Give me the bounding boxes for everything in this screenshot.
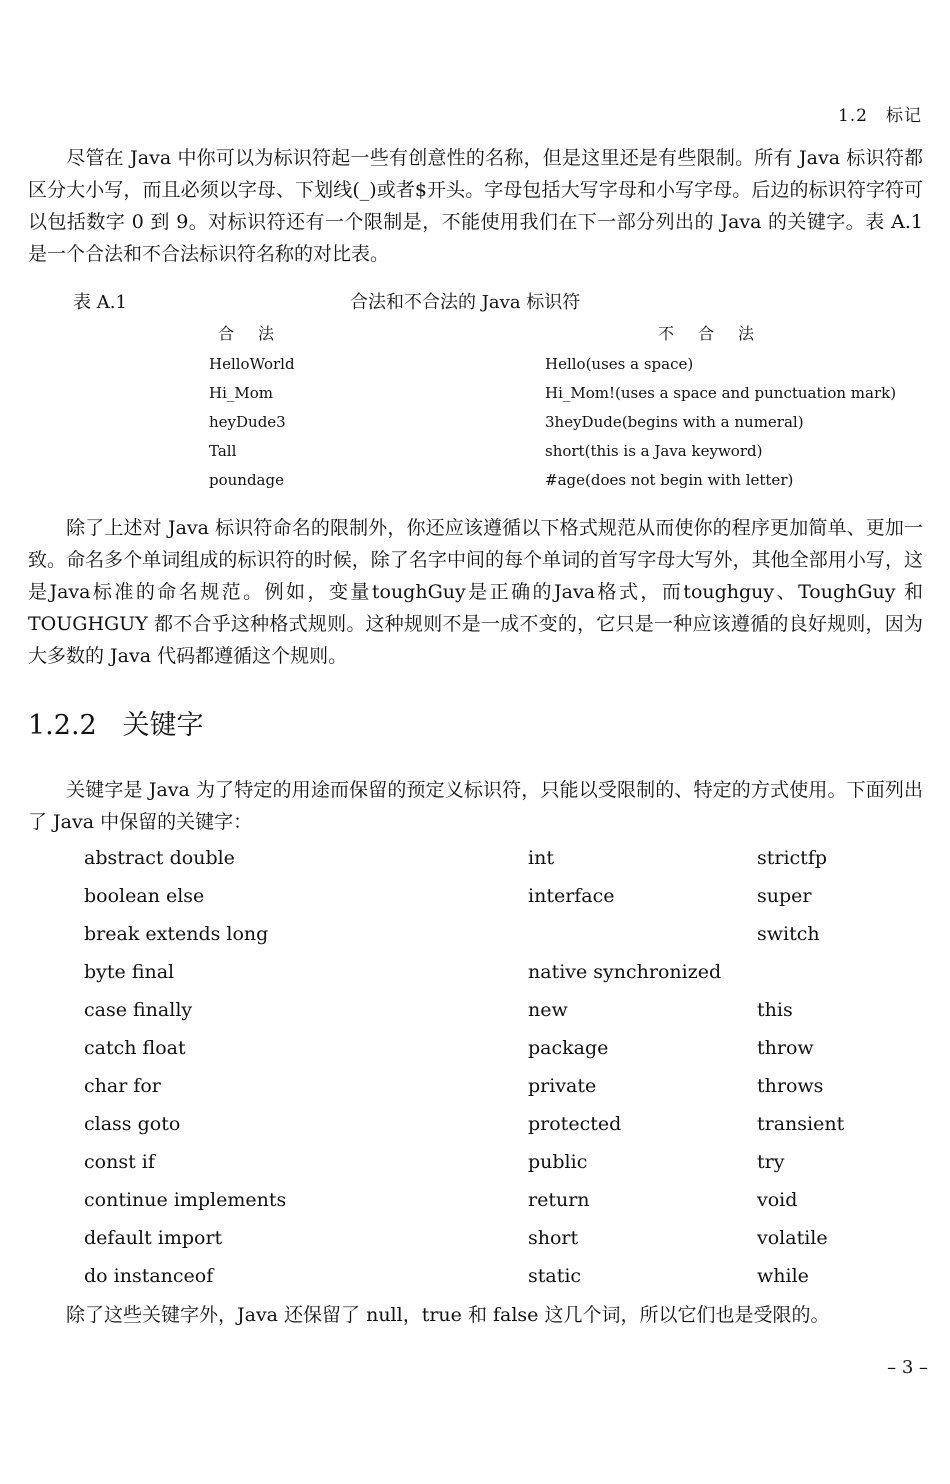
- keyword-col3: this: [757, 999, 793, 1021]
- keyword-col2: native synchronized: [528, 961, 722, 983]
- keyword-col1: catch float: [84, 1037, 186, 1059]
- keyword-col3: switch: [757, 923, 820, 945]
- table-title: 合法和不合法的 Java 标识符: [350, 292, 581, 313]
- table-header-legal: 合法: [218, 324, 299, 343]
- keyword-col3: while: [757, 1265, 809, 1287]
- illegal-identifier: Hello(uses a space): [545, 355, 694, 373]
- section-number: 1.2.2: [28, 710, 97, 741]
- illegal-identifier: #age(does not begin with letter): [545, 471, 794, 489]
- paragraph-keywords-intro: 关键字是 Java 为了特定的用途而保留的预定义标识符，只能以受限制的、特定的方式使用。下面列出了 Java 中保留的关键字：: [28, 779, 923, 833]
- keyword-col2: static: [528, 1265, 582, 1287]
- keyword-row: [0, 999, 950, 1033]
- keyword-row: [0, 1189, 950, 1223]
- paragraph-identifier-rules: 尽管在 Java 中你可以为标识符起一些有创意性的名称，但是这里还是有些限制。所有 Java 标识符都区分大小写，而且必须以字母、下划线(_)或者$开头。字母包括大写字母和小写字母。后边的标识符字符可以包括数字 0 到 9。对标识符还有一个限制是，不能使用我们在下一部分列出的 Java 的关键字。表 A.1 是一个合法和不合法标识符名称的对比表。: [28, 147, 923, 265]
- keyword-row: [0, 1113, 950, 1147]
- keyword-col1: default import: [84, 1227, 223, 1249]
- keyword-col2: interface: [528, 885, 615, 907]
- keyword-col1: const if: [84, 1151, 155, 1173]
- keyword-col1: class goto: [84, 1113, 181, 1135]
- keyword-col1: do instanceof: [84, 1265, 214, 1287]
- table-row: [0, 471, 950, 499]
- keyword-col1: break extends long: [84, 923, 269, 945]
- keyword-col1: boolean else: [84, 885, 205, 907]
- table-row: [0, 413, 950, 441]
- paragraph-reserved-words: 除了这些关键字外，Java 还保留了 null，true 和 false 这几个词，所以它们也是受限的。: [66, 1304, 830, 1326]
- page-number: – 3 –: [887, 1357, 928, 1378]
- section-heading: [28, 703, 203, 742]
- keyword-col1: abstract double: [84, 847, 235, 869]
- keyword-col2: int: [528, 847, 554, 869]
- keyword-col3: try: [757, 1151, 785, 1173]
- legal-identifier: Hi_Mom: [209, 384, 273, 402]
- section-title: 关键字: [122, 710, 204, 741]
- table-row: [0, 384, 950, 412]
- keyword-row: [0, 885, 950, 919]
- keyword-col1: char for: [84, 1075, 161, 1097]
- keyword-col2: private: [528, 1075, 597, 1097]
- keyword-col3: volatile: [757, 1227, 828, 1249]
- table-header-illegal: 不合法: [658, 324, 779, 343]
- illegal-identifier: 3heyDude(begins with a numeral): [545, 413, 804, 431]
- legal-identifier: poundage: [209, 471, 284, 489]
- keyword-col2: protected: [528, 1113, 622, 1135]
- keyword-col1: case finally: [84, 999, 193, 1021]
- keyword-row: [0, 1075, 950, 1109]
- illegal-identifier: Hi_Mom!(uses a space and punctuation mark): [545, 384, 897, 402]
- keyword-row: [0, 961, 950, 995]
- keyword-col2: return: [528, 1189, 590, 1211]
- table-row: [0, 442, 950, 470]
- keyword-row: [0, 923, 950, 957]
- keyword-col1: byte final: [84, 961, 175, 983]
- keyword-col3: transient: [757, 1113, 845, 1135]
- legal-identifier: Tall: [209, 442, 237, 460]
- keyword-row: [0, 1037, 950, 1071]
- keyword-col3: throw: [757, 1037, 814, 1059]
- running-header: 1.2 标记: [837, 106, 922, 126]
- keyword-col2: public: [528, 1151, 588, 1173]
- keyword-col3: throws: [757, 1075, 824, 1097]
- keyword-col2: short: [528, 1227, 579, 1249]
- keyword-row: [0, 1227, 950, 1261]
- legal-identifier: HelloWorld: [209, 355, 295, 373]
- table-number: 表 A.1: [73, 292, 127, 313]
- keyword-row: [0, 1265, 950, 1299]
- keyword-col3: strictfp: [757, 847, 828, 869]
- keyword-col3: void: [757, 1189, 798, 1211]
- keyword-row: [0, 1151, 950, 1185]
- legal-identifier: heyDude3: [209, 413, 286, 431]
- keyword-col1: continue implements: [84, 1189, 287, 1211]
- keyword-col2: new: [528, 999, 568, 1021]
- table-row: [0, 355, 950, 383]
- illegal-identifier: short(this is a Java keyword): [545, 442, 763, 460]
- keyword-row: [0, 847, 950, 881]
- keyword-col2: package: [528, 1037, 609, 1059]
- paragraph-naming-convention: 除了上述对 Java 标识符命名的限制外，你还应该遵循以下格式规范从而使你的程序更加简单、更加一致。命名多个单词组成的标识符的时候，除了名字中间的每个单词的首写字母大写外，其他全部用小写，这是Java标准的命名规范。例如，变量toughGuy是正确的Java格式，而toughguy、ToughGuy 和 TOUGHGUY 都不合乎这种格式规则。这种规则不是一成不变的，它只是一种应该遵循的良好规则，因为大多数的 Java 代码都遵循这个规则。: [28, 517, 923, 667]
- keyword-col3: super: [757, 885, 812, 907]
